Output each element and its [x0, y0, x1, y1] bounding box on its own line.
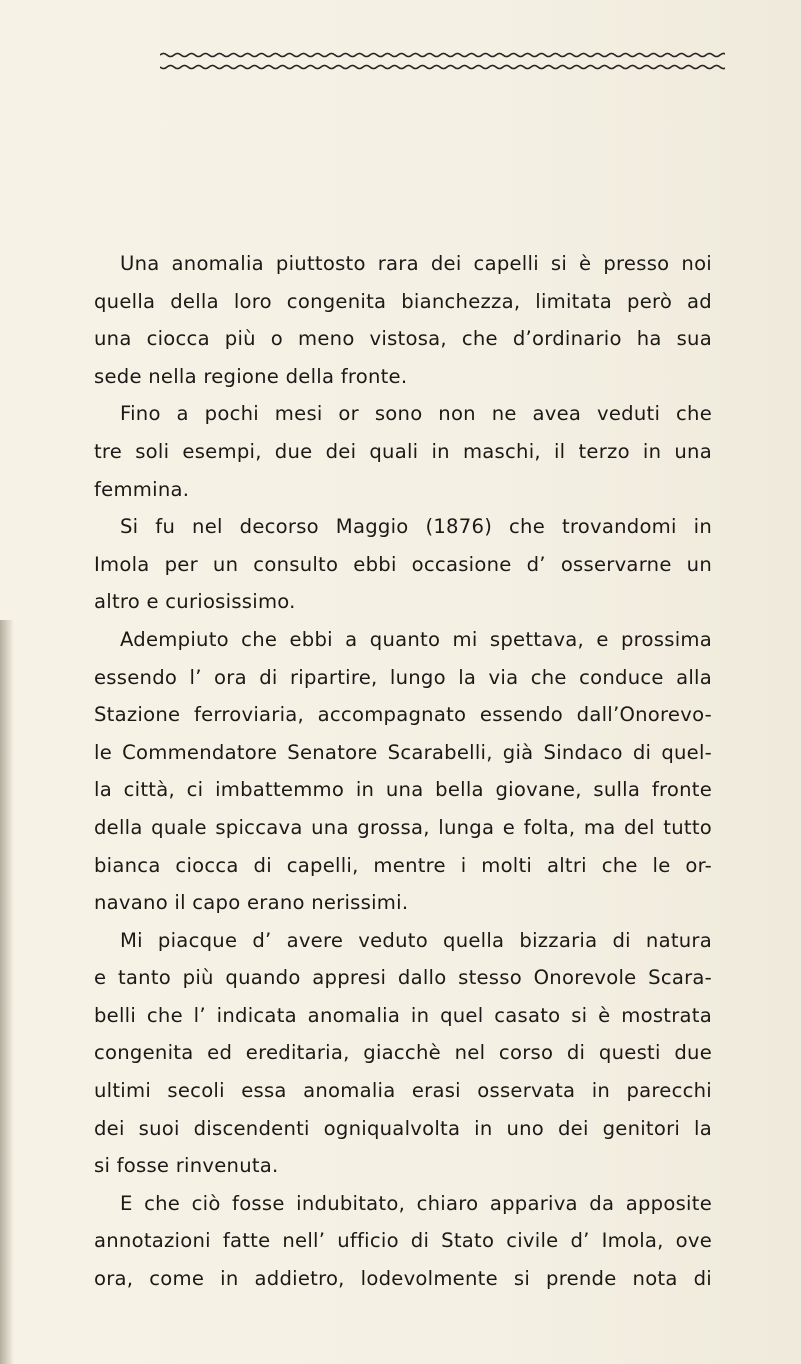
body-text	[94, 245, 712, 1298]
text-line: quella della loro congenita bianchezza, limitata però ad	[94, 289, 712, 313]
text-line: e tanto più quando appresi dallo stesso Onorevole Scara-	[94, 966, 712, 990]
page-edge-shadow	[0, 620, 14, 1364]
text-line: si fosse rinvenuta.	[94, 1154, 279, 1178]
text-line: congenita ed ereditaria, giacchè nel corso di questi due	[94, 1041, 712, 1065]
text-line: Mi piacque d’ avere veduto quella bizzaria di natura	[120, 928, 712, 952]
text-line: una ciocca più o meno vistosa, che d’ordinario ha sua	[94, 327, 712, 351]
text-line: Imola per un consulto ebbi occasione d’ osservarne un	[94, 552, 712, 576]
text-line: Stazione ferroviaria, accompagnato essendo dall’Onorevo-	[94, 703, 712, 727]
text-line: sede nella regione della fronte.	[94, 364, 408, 388]
text-line: Adempiuto che ebbi a quanto mi spettava, e prossima	[120, 627, 712, 651]
text-line: ultimi secoli essa anomalia erasi osservata in parecchi	[94, 1079, 712, 1103]
text-line: dei suoi discendenti ogniqualvolta in uno dei genitori la	[94, 1116, 712, 1140]
text-line: bianca ciocca di capelli, mentre i molti altri che le or-	[94, 853, 712, 877]
text-line: le Commendatore Senatore Scarabelli, già Sindaco di quel-	[94, 740, 712, 764]
paragraph	[94, 245, 712, 395]
text-line: ora, come in addietro, lodevolmente si prende nota di	[94, 1267, 712, 1291]
text-line: navano il capo erano nerissimi.	[94, 891, 409, 915]
text-line: Si fu nel decorso Maggio (1876) che trovandomi in	[120, 515, 712, 539]
paragraph	[94, 922, 712, 1185]
text-line: della quale spiccava una grossa, lunga e folta, ma del tutto	[94, 815, 712, 839]
paragraph	[94, 621, 712, 922]
text-line: Fino a pochi mesi or sono non ne avea veduti che	[120, 402, 712, 426]
text-line: essendo l’ ora di ripartire, lungo la via che conduce alla	[94, 665, 712, 689]
text-line: annotazioni fatte nell’ ufficio di Stato civile d’ Imola, ove	[94, 1229, 712, 1253]
text-line: altro e curiosissimo.	[94, 590, 296, 614]
text-line: belli che l’ indicata anomalia in quel casato si è mostrata	[94, 1003, 712, 1027]
paragraph	[94, 395, 712, 508]
paragraph	[94, 1185, 712, 1298]
text-line: Una anomalia piuttosto rara dei capelli si è presso noi	[120, 252, 712, 275]
decorative-wavy-border	[160, 46, 725, 76]
paragraph	[94, 508, 712, 621]
text-line: tre soli esempi, due dei quali in maschi, il terzo in una	[94, 439, 712, 463]
text-line: femmina.	[94, 477, 190, 501]
text-line: la città, ci imbattemmo in una bella giovane, sulla fronte	[94, 778, 712, 802]
text-line: E che ciò fosse indubitato, chiaro appariva da apposite	[120, 1191, 712, 1215]
